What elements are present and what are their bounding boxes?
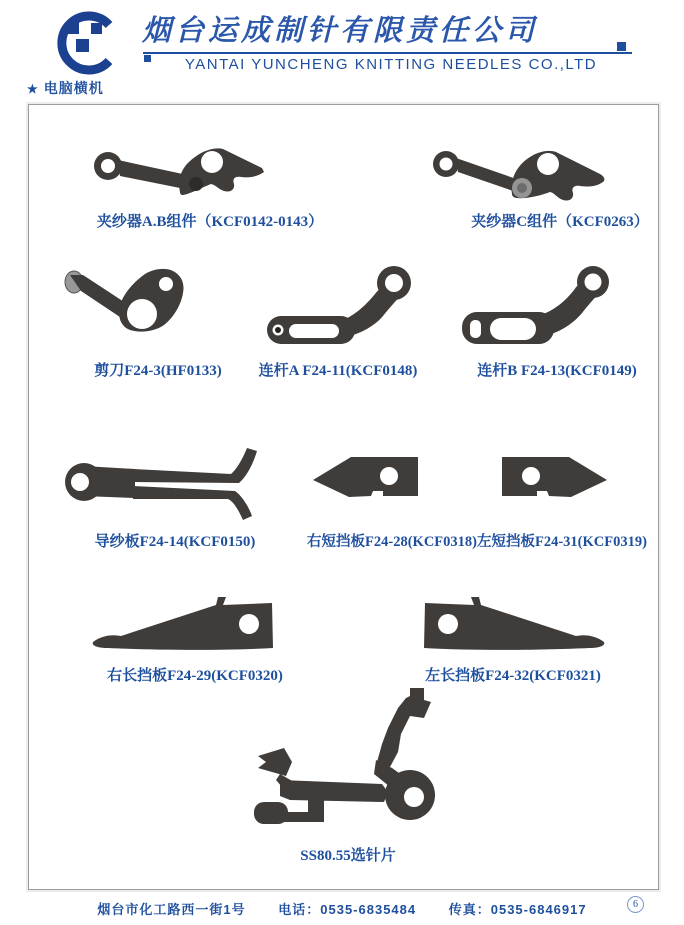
- company-name-english: YANTAI YUNCHENG KNITTING NEEDLES CO.,LTD: [184, 56, 598, 73]
- product-image-link-b: [460, 264, 610, 346]
- product-image-yarn-clamp-c: [430, 136, 615, 208]
- product-image-link-a: [265, 264, 413, 346]
- product-label-right-long-baffle: 右长挡板F24-29(KCF0320): [107, 668, 283, 684]
- footer-address: 烟台市化工路西一街1号: [97, 902, 246, 917]
- product-image-right-long-baffle: [90, 593, 276, 657]
- footer-phone: 电话：0535-6835484: [278, 902, 417, 917]
- product-label-left-long-baffle: 左长挡板F24-32(KCF0321): [425, 668, 601, 684]
- underline-right-square: [617, 42, 626, 51]
- product-image-left-long-baffle: [421, 593, 607, 657]
- footer-contact-line: [0, 899, 684, 918]
- star-icon: ★: [27, 82, 39, 96]
- product-image-selector-jack: [250, 688, 445, 828]
- product-image-left-short-baffle: [495, 451, 609, 507]
- section-heading: [27, 78, 104, 98]
- product-label-link-a: 连杆A F24-11(KCF0148): [258, 363, 418, 379]
- product-label-yarn-guide-plate: 导纱板F24-14(KCF0150): [94, 534, 256, 550]
- company-logo-icon: [52, 8, 122, 78]
- product-image-scissors: [62, 262, 190, 346]
- page-number-badge: 6: [627, 896, 644, 913]
- product-label-short-baffles: 右短挡板F24-28(KCF0318)左短挡板F24-31(KCF0319): [307, 534, 647, 550]
- product-image-right-short-baffle: [311, 451, 425, 507]
- section-title: 电脑横机: [43, 80, 104, 96]
- product-label-scissors: 剪刀F24-3(HF0133): [94, 363, 222, 379]
- footer-fax: 传真：0535-6846917: [448, 902, 587, 917]
- product-label-link-b: 连杆B F24-13(KCF0149): [477, 363, 637, 379]
- product-image-yarn-guide-plate: [63, 438, 261, 526]
- company-name-chinese: 烟台运成制针有限责任公司: [142, 15, 539, 47]
- product-label-selector-jack: SS80.55选针片: [300, 848, 396, 864]
- product-label-yarn-clamp-ab: 夹纱器A.B组件（KCF0142-0143）: [96, 214, 324, 230]
- title-underline: [143, 52, 632, 54]
- product-image-yarn-clamp-ab: [92, 136, 267, 206]
- product-label-yarn-clamp-c: 夹纱器C组件（KCF0263）: [471, 214, 649, 230]
